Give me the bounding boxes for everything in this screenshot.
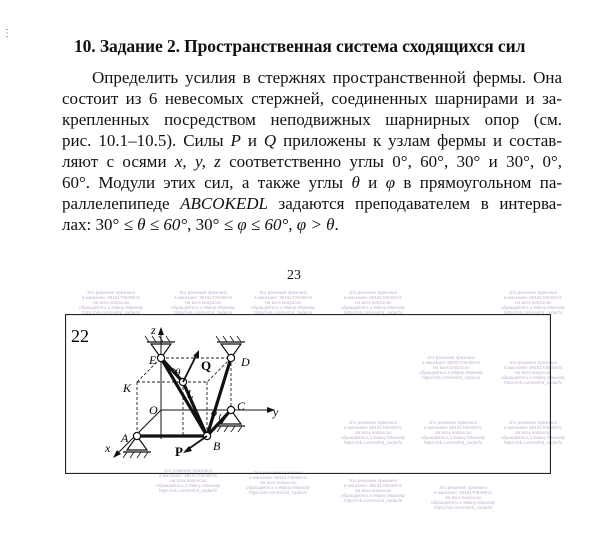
watermark [330, 290, 416, 315]
watermark-line: обращайтесь к Ивану Иванову [340, 305, 406, 310]
y-label: y [273, 405, 279, 419]
watermark-line: https://vk.com/reshit_zadachi [343, 310, 403, 315]
force-q-arrow [183, 354, 197, 382]
watermark-line: обращайтесь к Ивану Иванову [430, 500, 496, 505]
watermark-line: На всех вопросах [434, 430, 472, 435]
text-fragment: 60°. Модули этих сил, а также углы [62, 173, 344, 192]
watermark-line: https://vk.com/reshit_zadachi [173, 310, 233, 315]
watermark-line: https://vk.com/reshit_zadachi [253, 310, 313, 315]
x-label: x [105, 441, 111, 455]
watermark-line: обращайтесь к Ивану Иванову [250, 305, 316, 310]
label-k: K [123, 381, 132, 395]
watermark-line: https://vk.com/reshit_zadachi [343, 498, 403, 503]
watermark [420, 485, 506, 510]
figure-number: 22 [71, 326, 89, 346]
watermark [160, 290, 246, 315]
truss-diagram [65, 314, 551, 474]
section-heading: 10. Задание 2. Пространственная система сходящихся сил [74, 36, 526, 56]
watermark-line: в магазине: 89151706408-ts [434, 490, 492, 495]
truss-rods [137, 358, 231, 436]
label-b: B [213, 439, 221, 453]
z-label: z [151, 323, 156, 337]
watermark-line: в магазине: 89151706408-ts [504, 365, 562, 370]
joint-c [227, 406, 234, 413]
joint-d [227, 354, 234, 361]
watermark-line: https://vk.com/reshit_zadachi [433, 505, 493, 510]
watermark-line: Это решение признано [348, 290, 398, 295]
text-fragment: лах: 30° [62, 215, 120, 234]
label-e: E [149, 353, 157, 367]
text-fragment: соответственно углы [229, 152, 384, 171]
paragraph-line-8 [62, 215, 562, 237]
text-fragment: в прямоугольном па- [403, 173, 563, 192]
watermark-line: в магазине: 89151706408-ts [82, 295, 140, 300]
watermark-line: обращайтесь к Ивану Иванову [245, 485, 311, 490]
watermark [330, 478, 416, 503]
watermark-line: в магазине: 89151706408-ts [344, 483, 402, 488]
watermark-line: обращайтесь к Ивану Иванову [418, 370, 484, 375]
watermark-line: На всех вопросах [184, 300, 222, 305]
text-fragment: , 30° [187, 215, 220, 234]
watermark-line: в магазине: 89151706408-ts [344, 295, 402, 300]
paragraph-line-4 [62, 131, 562, 153]
watermark-line: Это решение признано [348, 478, 398, 483]
watermark-line: На всех вопросах [169, 478, 207, 483]
watermark-line: обращайтесь к Ивану Иванову [155, 483, 221, 488]
watermark-line: Это решение признано [428, 420, 478, 425]
watermark-line: На всех вопросах [514, 430, 552, 435]
watermark-line: https://vk.com/reshit_zadachi [503, 310, 563, 315]
watermark-line: обращайтесь к Ивану Иванову [500, 305, 566, 310]
theta-symbol: θ [351, 173, 360, 192]
watermark-line: Это решение признано [508, 420, 558, 425]
box-name: ABCOKEDL [180, 194, 268, 213]
angles-q: 30°, 0°, [506, 152, 563, 171]
watermark-line: в магазине: 89151706408-ts [504, 425, 562, 430]
watermark-line: обращайтесь к Ивану Иванову [500, 435, 566, 440]
truss-figure [65, 314, 551, 474]
axes-symbols: x, y, z [174, 152, 221, 171]
watermark-line: https://vk.com/reshit_zadachi [343, 440, 403, 445]
watermark [490, 290, 576, 315]
watermark [68, 290, 154, 315]
watermark-line: обращайтесь к Ивану Иванову [340, 493, 406, 498]
watermark-line: На всех вопросах [354, 300, 392, 305]
watermark-line: обращайтесь к Ивану Иванову [420, 435, 486, 440]
phi-symbol: φ [385, 173, 396, 192]
phi-range: ≤ φ ≤ 60°, φ > θ [223, 215, 335, 234]
watermark-line: в магазине: 89151706408-ts [424, 425, 482, 430]
watermark-line: https://vk.com/reshit_zadachi [158, 488, 218, 493]
z-axis-arrow [158, 327, 164, 335]
page-edge-mark: ⋮ [2, 28, 12, 39]
paragraph-line-3: крепленных посредством неподвижных шарнирных опор (см. [62, 110, 562, 129]
joint-e [157, 354, 164, 361]
watermark-line: обращайтесь к Ивану Иванову [500, 375, 566, 380]
watermark-line: Это решение признано [508, 360, 558, 365]
paragraph-line-2: состоит из 6 невесомых стержней, соединенных шарнирами и за- [62, 89, 562, 108]
watermark-line: Это решение признано [348, 420, 398, 425]
watermark-line: Это решение признано [163, 468, 213, 473]
text-fragment: рис. 10.1–10.5). Силы [62, 131, 224, 150]
watermark-line: https://vk.com/reshit_zadachi [423, 440, 483, 445]
text-fragment: ляют с осями [62, 152, 167, 171]
label-theta: θ [175, 367, 181, 379]
watermark-line: Это решение признано [508, 290, 558, 295]
text-fragment: и [247, 131, 257, 150]
label-phi: φ [211, 407, 218, 419]
watermark-line: в магазине: 89151706408-ts [174, 295, 232, 300]
text-fragment: и [368, 173, 378, 192]
watermark-line: На всех вопросах [92, 300, 130, 305]
joint-a [133, 432, 140, 439]
label-q: Q [201, 358, 212, 373]
label-d: D [241, 355, 250, 369]
page-number: 23 [287, 268, 301, 283]
watermark-line: https://vk.com/reshit_zadachi [248, 490, 308, 495]
watermark-line: в магазине: 89151706408-ts [504, 295, 562, 300]
watermark-line: в магазине: 89151706408-ts [422, 360, 480, 365]
text-fragment: раллелепипеде [62, 194, 170, 213]
watermark-line: https://vk.com/reshit_zadachi [421, 375, 481, 380]
theta-range: ≤ θ ≤ 60° [123, 215, 188, 234]
watermark-line: На всех вопросах [514, 370, 552, 375]
watermark-line: На всех вопросах [259, 480, 297, 485]
label-o: O [149, 403, 158, 417]
angles-p: 0°, 60°, 30° [392, 152, 481, 171]
watermark-line: в магазине: 89151706408-ts [254, 295, 312, 300]
watermark-line: Это решение признано [253, 470, 303, 475]
paragraph-line-1: Определить усилия в стержнях пространственной фермы. Она [92, 68, 562, 87]
text-fragment: . [334, 215, 339, 234]
watermark-line: обращайтесь к Ивану Иванову [340, 435, 406, 440]
watermark-line: На всех вопросах [514, 300, 552, 305]
text-fragment: приложены к узлам фермы и состав- [283, 131, 562, 150]
watermark-line: обращайтесь к Ивану Иванову [78, 305, 144, 310]
paragraph-line-6 [62, 173, 562, 195]
watermark-line: На всех вопросах [354, 430, 392, 435]
text-fragment: и [488, 152, 498, 171]
paragraph-line-7 [62, 194, 562, 216]
watermark-line: в магазине: 89151706408-ts [344, 425, 402, 430]
force-q-arrowhead [193, 350, 199, 358]
label-c: C [237, 399, 246, 413]
force-p-symbol: P [230, 131, 241, 150]
watermark [240, 290, 326, 315]
watermark-line: Это решение признано [426, 355, 476, 360]
label-p: P [175, 444, 183, 459]
watermark-line: в магазине: 89151706408-ts [249, 475, 307, 480]
watermark-line: обращайтесь к Ивану Иванову [170, 305, 236, 310]
watermark-line: Это решение признано [86, 290, 136, 295]
label-l: L [187, 387, 194, 401]
paragraph-line-5 [62, 152, 562, 174]
watermark-line: https://vk.com/reshit_zadachi [503, 380, 563, 385]
watermark-line: в магазине: 89151706408-ts [159, 473, 217, 478]
watermark-line: https://vk.com/reshit_zadachi [81, 310, 141, 315]
watermark-line: На всех вопросах [264, 300, 302, 305]
watermark-line: На всех вопросах [432, 365, 470, 370]
watermark-line: Это решение признано [178, 290, 228, 295]
text-fragment: задаются преподавателем в интерва- [278, 194, 563, 213]
watermark-line: Это решение признано [258, 290, 308, 295]
label-a: A [121, 431, 129, 445]
watermark-line: На всех вопросах [444, 495, 482, 500]
watermark-line: На всех вопросах [354, 488, 392, 493]
watermark-line: https://vk.com/reshit_zadachi [503, 440, 563, 445]
force-q-symbol: Q [263, 131, 277, 150]
watermark-line: Это решение признано [438, 485, 488, 490]
